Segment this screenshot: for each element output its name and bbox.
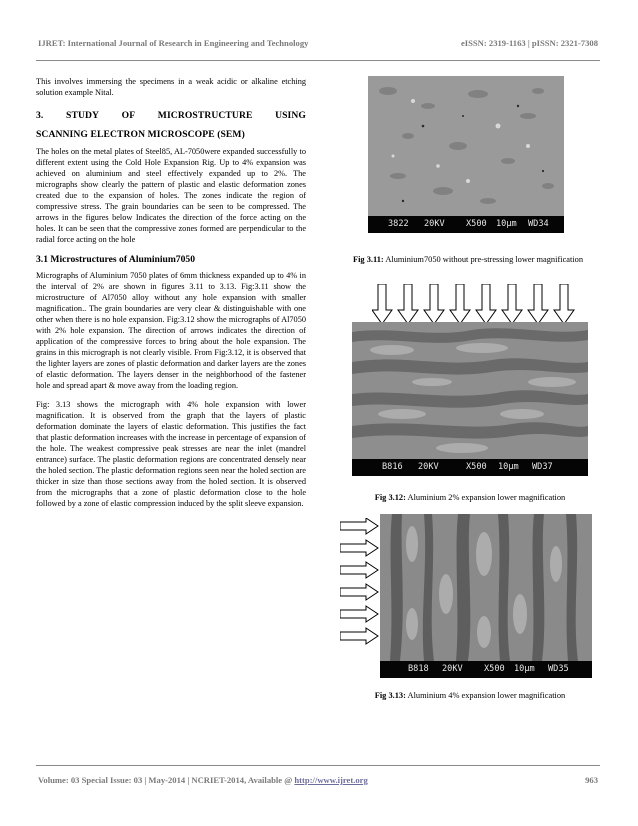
- subsection-paragraph-1: Micrographs of Aluminium 7050 plates of 6mm thickness expanded up to 4% in the interval of 2% are shown in figures 3.11 to 3.13. Fig:3.11 show the microstructure of Al7050 alloy without any hole expansion with smaller magnification.. The grain boundaries are very clear & distinguishable with one other when there is no hole expansion. Fig:3.12 show the micrographs of Al7050 with 2% hole expansion. The direction of arrows indicates the direction of application of the compressive forces to bring about the hole expansion. The grains in this micrograph is not clearly visible. From Fig:3.12, it is observed that the lighter layers are zones of plastic deformation and darker layers are the zones of elastic deformation. The layers denser in the neighborhood of the fastener hole and spread apart & move away from the loading region.: [36, 271, 306, 390]
- scale-mag: X500: [484, 664, 505, 674]
- micrograph-fig-3-13: [380, 514, 592, 678]
- scale-bar: [380, 661, 592, 678]
- section-number: 3.: [36, 110, 44, 121]
- scale-length: 10μm: [514, 664, 535, 674]
- scale-kv: 20KV: [442, 664, 463, 674]
- section-heading: [36, 106, 306, 144]
- right-arrow-icon: [340, 562, 378, 578]
- down-arrow-icon: [372, 284, 392, 324]
- footer-volume: Volume: 03 Special Issue: 03 | May-2014 | NCRIET-2014, Available @: [38, 775, 295, 785]
- down-arrow-icon: [398, 284, 418, 324]
- micrograph-fig-3-12: [352, 322, 588, 476]
- right-arrow-icon: [340, 518, 378, 534]
- down-arrow-icon: [502, 284, 522, 324]
- scale-bar: [352, 459, 588, 476]
- down-arrow-icon: [424, 284, 444, 324]
- section-title-line2: SCANNING ELECTRON MICROSCOPE (SEM): [36, 129, 245, 140]
- scale-length: 10μm: [496, 219, 517, 229]
- down-arrow-icon: [476, 284, 496, 324]
- right-arrow-icon: [340, 584, 378, 600]
- scale-wd: WD37: [532, 462, 553, 472]
- down-arrow-icon: [528, 284, 548, 324]
- micrograph-image: [380, 514, 592, 661]
- micrograph-image: [352, 322, 588, 459]
- scale-length: 10μm: [498, 462, 519, 472]
- scale-wd: WD35: [548, 664, 569, 674]
- force-arrows-right: [340, 518, 382, 652]
- section-title-word: MICROSTRUCTURE: [157, 110, 253, 121]
- section-title-word: USING: [275, 110, 306, 121]
- issn-info: eISSN: 2319-1163 | pISSN: 2321-7308: [460, 38, 598, 48]
- footer-link[interactable]: http://www.ijret.org: [294, 775, 368, 785]
- scale-kv: 20KV: [418, 462, 439, 472]
- micrograph-image: [368, 76, 564, 216]
- section-paragraph: The holes on the metal plates of Steel85, AL-7050were expanded successfully to different extent using the Cold Hole Expansion Rig. Up to 4% expansion was achieved on aluminium and steel effectively expanded up to 2%. The micrographs show clearly the pattern of plastic and elastic deformation zones created due to the expansion of holes. The zones indicate the region of compressive stress. The grain boundaries can be seen to be compressed. The arrows in the figures below Indicates the direction of the force acting on the holes. It can be seen that the compressive zones formed are perpendicular to the radial force acting on the hole: [36, 147, 306, 244]
- caption-fig-3-13: [340, 690, 600, 701]
- down-arrow-icon: [450, 284, 470, 324]
- right-arrow-icon: [340, 628, 378, 644]
- scale-mag: X500: [466, 462, 487, 472]
- caption-label: Fig 3.11:: [352, 255, 384, 264]
- scale-kv: 20KV: [424, 219, 445, 229]
- intro-paragraph: This involves immersing the specimens in a weak acidic or alkaline etching solution example Nital.: [36, 77, 306, 97]
- caption-text: Aluminium 4% expansion lower magnification: [405, 691, 566, 700]
- caption-text: Aluminium 2% expansion lower magnification: [405, 493, 566, 502]
- page-number: 963: [585, 775, 598, 785]
- page-footer: [38, 775, 598, 785]
- section-title-word: OF: [121, 110, 136, 121]
- subsection-heading: 3.1 Microstructures of Aluminium7050: [36, 254, 195, 265]
- caption-label: Fig 3.13:: [374, 691, 406, 700]
- left-column: [36, 76, 306, 517]
- scale-mag: X500: [466, 219, 487, 229]
- down-arrow-icon: [554, 284, 574, 324]
- footer-rule: [36, 765, 600, 766]
- caption-label: Fig 3.12:: [374, 493, 406, 502]
- caption-fig-3-12: [340, 492, 600, 503]
- right-arrow-icon: [340, 606, 378, 622]
- caption-text: Aluminium7050 without pre-stressing lower magnification: [383, 255, 584, 264]
- micrograph-fig-3-11: [368, 76, 564, 233]
- section-title-word: STUDY: [66, 110, 100, 121]
- header-rule: [36, 60, 600, 61]
- scale-id: B818: [408, 664, 429, 674]
- scale-wd: WD34: [528, 219, 549, 229]
- subsection-paragraph-2: Fig: 3.13 shows the micrograph with 4% hole expansion with lower magnification. It is observed from the graph that the layers of plastic deformation dominate the layers of elastic deformation. This justifies the fact that plastic deformation increases with the increase in percentage of expansion of the hole. The weakest compressive peak stresses are near the inlet (mandrel entrance) surface. The plastic deformation regions are concentrated densely near the holed section. The plastic deformation regions seen near the holed section are thicker in size than those sections away from the holed section. It is observed from the micrographs that a zone of plastic deformation close to the hole followed by a zone of elastic compression induced by the split sleeve expansion.: [36, 400, 306, 508]
- right-arrow-icon: [340, 540, 378, 556]
- journal-title: IJRET: International Journal of Research in Engineering and Technology: [38, 38, 309, 48]
- scale-id: 3822: [388, 219, 409, 229]
- scale-bar: [368, 216, 564, 233]
- scale-id: B816: [382, 462, 403, 472]
- caption-fig-3-11: [350, 254, 586, 265]
